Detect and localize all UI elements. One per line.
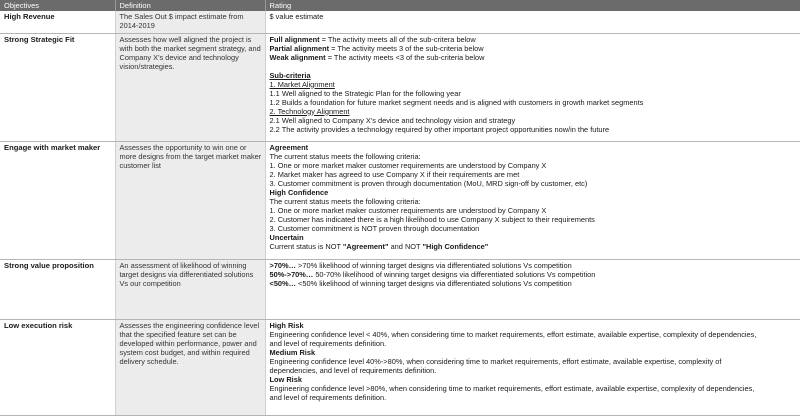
risk-text: Engineering confidence level >80%, when considering time to market requirements, effort estimate, available expertise, complexity of dependencies, bbox=[269, 383, 755, 393]
confidence-title: High Confidence bbox=[269, 187, 329, 197]
definition-cell: Assesses how well aligned the project is with both the market segment strategy, and Company X's device and technology vision/strategies. bbox=[115, 33, 265, 141]
alignment-weak: Weak alignment = The activity meets <3 of the sub-criteria below bbox=[269, 52, 485, 62]
risk-text: and level of requirements definition. bbox=[269, 338, 387, 348]
risk-text: and level of requirements definition. bbox=[269, 392, 387, 402]
table-row bbox=[0, 33, 800, 141]
table-row bbox=[0, 141, 800, 259]
rating-cell bbox=[265, 33, 800, 141]
header-row bbox=[0, 0, 800, 11]
criteria-item: 2. Market maker has agreed to use Company X if their requirements are met bbox=[269, 169, 520, 179]
rating-cell bbox=[265, 319, 800, 415]
sub-criteria-item: 2.1 Well aligned to Company X's device and technology vision and strategy bbox=[269, 115, 516, 125]
objective-cell: Strong value proposition bbox=[0, 259, 115, 319]
header-rating: Rating bbox=[265, 0, 800, 11]
table-row bbox=[0, 259, 800, 319]
alignment-full: Full alignment = The activity meets all of the sub-critera below bbox=[269, 34, 476, 44]
risk-text: dependencies, and level of requirements definition. bbox=[269, 365, 437, 375]
uncertain-text: Current status is NOT "Agreement" and NOT "High Confidence" bbox=[269, 241, 489, 251]
table-row bbox=[0, 11, 800, 33]
sub-criteria-technology: 2. Technology Alignment bbox=[269, 106, 350, 116]
criteria-item: 3. Customer commitment is proven through documentation (MoU, MRD sign-off by customer, etc) bbox=[269, 178, 588, 188]
definition-cell: An assessment of likelihood of winning target designs via differentiated solutions Vs our competition bbox=[115, 259, 265, 319]
header-objectives: Objectives bbox=[0, 0, 115, 11]
risk-text: Engineering confidence level < 40%, when considering time to market requirements, effort estimate, available expertise, complexity of dependencies, bbox=[269, 329, 757, 339]
medium-risk-title: Medium Risk bbox=[269, 347, 316, 357]
rating-cell bbox=[265, 259, 800, 319]
criteria-intro: The current status meets the following criteria: bbox=[269, 196, 421, 206]
uncertain-title: Uncertain bbox=[269, 232, 304, 242]
header-definition: Definition bbox=[115, 0, 265, 11]
sub-criteria-market: 1. Market Alignment bbox=[269, 79, 335, 89]
criteria-item: 2. Customer has indicated there is a high likelihood to use Company X subject to their requirements bbox=[269, 214, 595, 224]
likelihood-low: <50%… <50% likelihood of winning target designs via differentiated solutions Vs competition bbox=[269, 278, 572, 288]
sub-criteria-item: 1.2 Builds a foundation for future market segment needs and is aligned with customers in growth market segments bbox=[269, 97, 644, 107]
criteria-item: 3. Customer commitment is NOT proven through documentation bbox=[269, 223, 480, 233]
criteria-item: 1. One or more market maker customer requirements are understood by Company X bbox=[269, 160, 547, 170]
rating-cell bbox=[265, 141, 800, 259]
risk-text: Engineering confidence level 40%->80%, when considering time to market requirements, effort estimate, available expertise, complexity of bbox=[269, 356, 722, 366]
alignment-partial: Partial alignment = The activity meets 3 of the sub-criteria below bbox=[269, 43, 484, 53]
high-risk-title: High Risk bbox=[269, 320, 304, 330]
table-row bbox=[0, 319, 800, 415]
likelihood-medium: 50%->70%… 50-70% likelihood of winning target designs via differentiated solutions Vs competition bbox=[269, 269, 596, 279]
objective-cell: High Revenue bbox=[0, 11, 115, 33]
criteria-intro: The current status meets the following criteria: bbox=[269, 151, 421, 161]
sub-criteria-item: 2.2 The activity provides a technology required by other important project opportunities now/in the future bbox=[269, 124, 610, 134]
agreement-title: Agreement bbox=[269, 142, 309, 152]
objective-cell: Engage with market maker bbox=[0, 141, 115, 259]
likelihood-high: >70%… >70% likelihood of winning target designs via differentiated solutions Vs competition bbox=[269, 260, 572, 270]
definition-cell: Assesses the engineering confidence level that the specified feature set can be developed within performance, power and system cost budget, and within required delivery schedule. bbox=[115, 319, 265, 415]
definition-cell: Assesses the opportunity to win one or more designs from the target market maker customer list bbox=[115, 141, 265, 259]
criteria-item: 1. One or more market maker customer requirements are understood by Company X bbox=[269, 205, 547, 215]
sub-criteria-item: 1.1 Well aligned to the Strategic Plan for the following year bbox=[269, 88, 461, 98]
definition-cell: The Sales Out $ impact estimate from 2014-2019 bbox=[115, 11, 265, 33]
sub-criteria-title: Sub-criteria bbox=[269, 70, 311, 80]
rating-cell: $ value estimate bbox=[265, 11, 800, 33]
objective-cell: Low execution risk bbox=[0, 319, 115, 415]
objective-cell: Strong Strategic Fit bbox=[0, 33, 115, 141]
low-risk-title: Low Risk bbox=[269, 374, 302, 384]
